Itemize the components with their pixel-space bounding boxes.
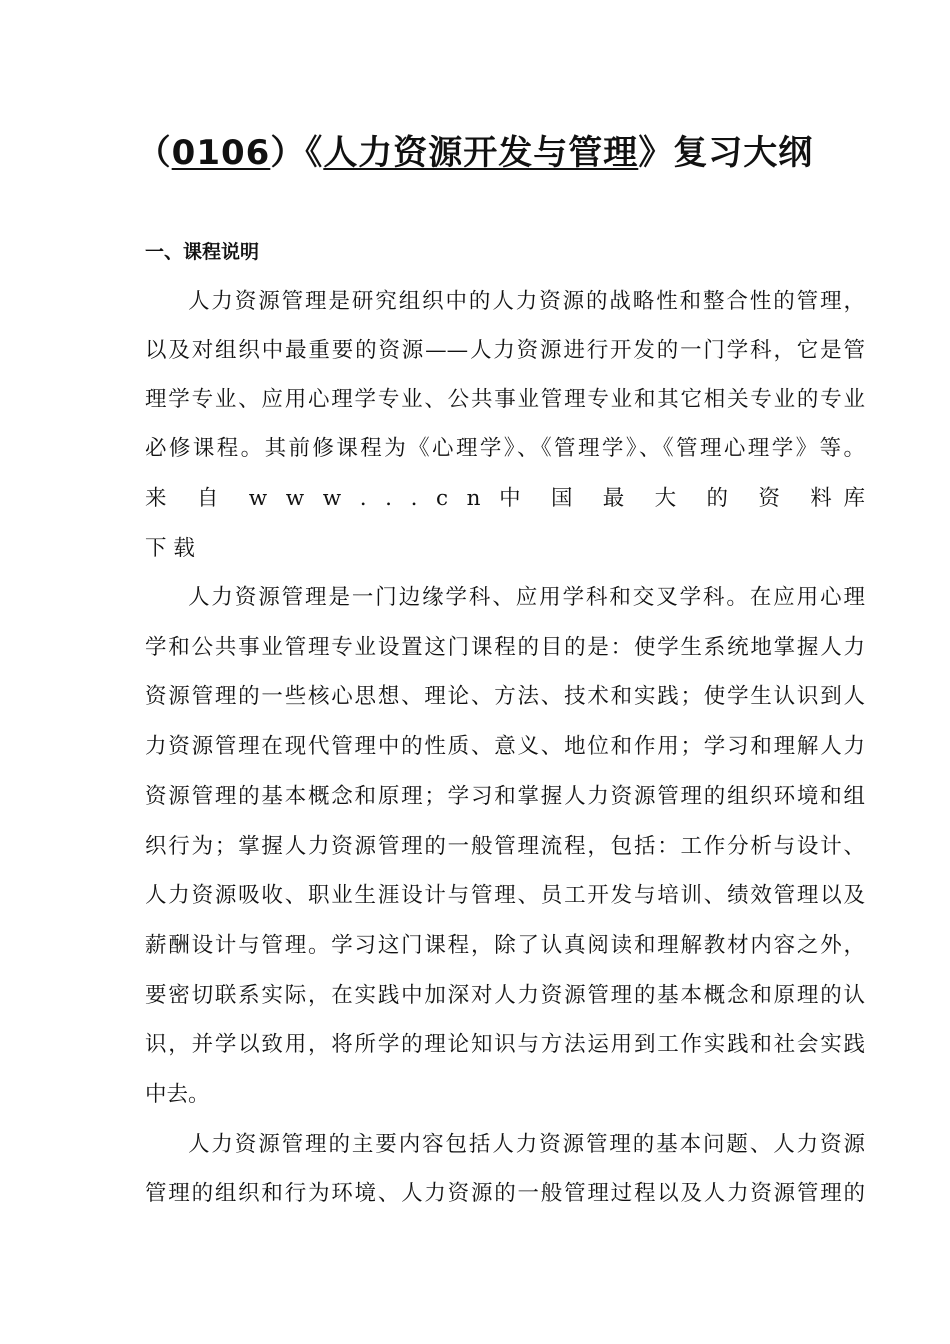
paragraph-line: 学和公共事业管理专业设置这门课程的目的是：使学生系统地掌握人力 [145, 635, 865, 660]
document-title [0, 128, 950, 178]
paragraph-line: 理学专业、应用心理学专业、公共事业管理专业和其它相关专业的专业 [145, 387, 865, 412]
paragraph-line: 以及对组织中最重要的资源——人力资源进行开发的一门学科，它是管 [145, 338, 865, 363]
course-name: 人力资源开发与管理 [323, 133, 639, 173]
paragraph-line: 力资源管理在现代管理中的性质、意义、地位和作用；学习和理解人力 [145, 734, 865, 759]
paragraph-line: 人力资源管理的主要内容包括人力资源管理的基本问题、人力资源 [188, 1132, 865, 1157]
paragraph-line: 人力资源管理是一门边缘学科、应用学科和交叉学科。在应用心理 [188, 585, 865, 610]
paragraph-line: 资源管理的一些核心思想、理论、方法、技术和实践；使学生认识到人 [145, 684, 865, 709]
paragraph-line: 织行为；掌握人力资源管理的一般管理流程，包括：工作分析与设计、 [145, 834, 865, 859]
paragraph-line: 管理的组织和行为环境、人力资源的一般管理过程以及人力资源管理的 [145, 1181, 865, 1206]
title-mid: ）《 [270, 133, 324, 173]
paragraph-line: 必修课程。其前修课程为《心理学》、《管理学》、《管理心理学》等。 [145, 436, 865, 461]
course-code: 0106 [171, 133, 271, 173]
section-heading: 一、课程说明 [145, 241, 260, 263]
paragraph-line: 人力资源吸收、职业生涯设计与管理、员工开发与培训、绩效管理以及 [145, 883, 865, 908]
paragraph-line: 中去。 [145, 1082, 210, 1107]
paragraph-line: 人力资源管理是研究组织中的人力资源的战略性和整合性的管理， [188, 289, 865, 314]
title-prefix: （ [136, 133, 172, 173]
paragraph-line: 要密切联系实际，在实践中加深对人力资源管理的基本概念和原理的认 [145, 983, 865, 1008]
paragraph-line: 薪酬设计与管理。学习这门课程，除了认真阅读和理解教材内容之外， [145, 933, 865, 958]
source-line: 来 自 w w w . . . c n 中 国 最 大 的 资 料库 [145, 486, 865, 511]
title-suffix: 》复习大纲 [638, 133, 814, 173]
paragraph-line: 识，并学以致用，将所学的理论知识与方法运用到工作实践和社会实践 [145, 1032, 865, 1057]
source-line: 下 载 [145, 536, 195, 561]
paragraph-line: 资源管理的基本概念和原理；学习和掌握人力资源管理的组织环境和组 [145, 784, 865, 809]
